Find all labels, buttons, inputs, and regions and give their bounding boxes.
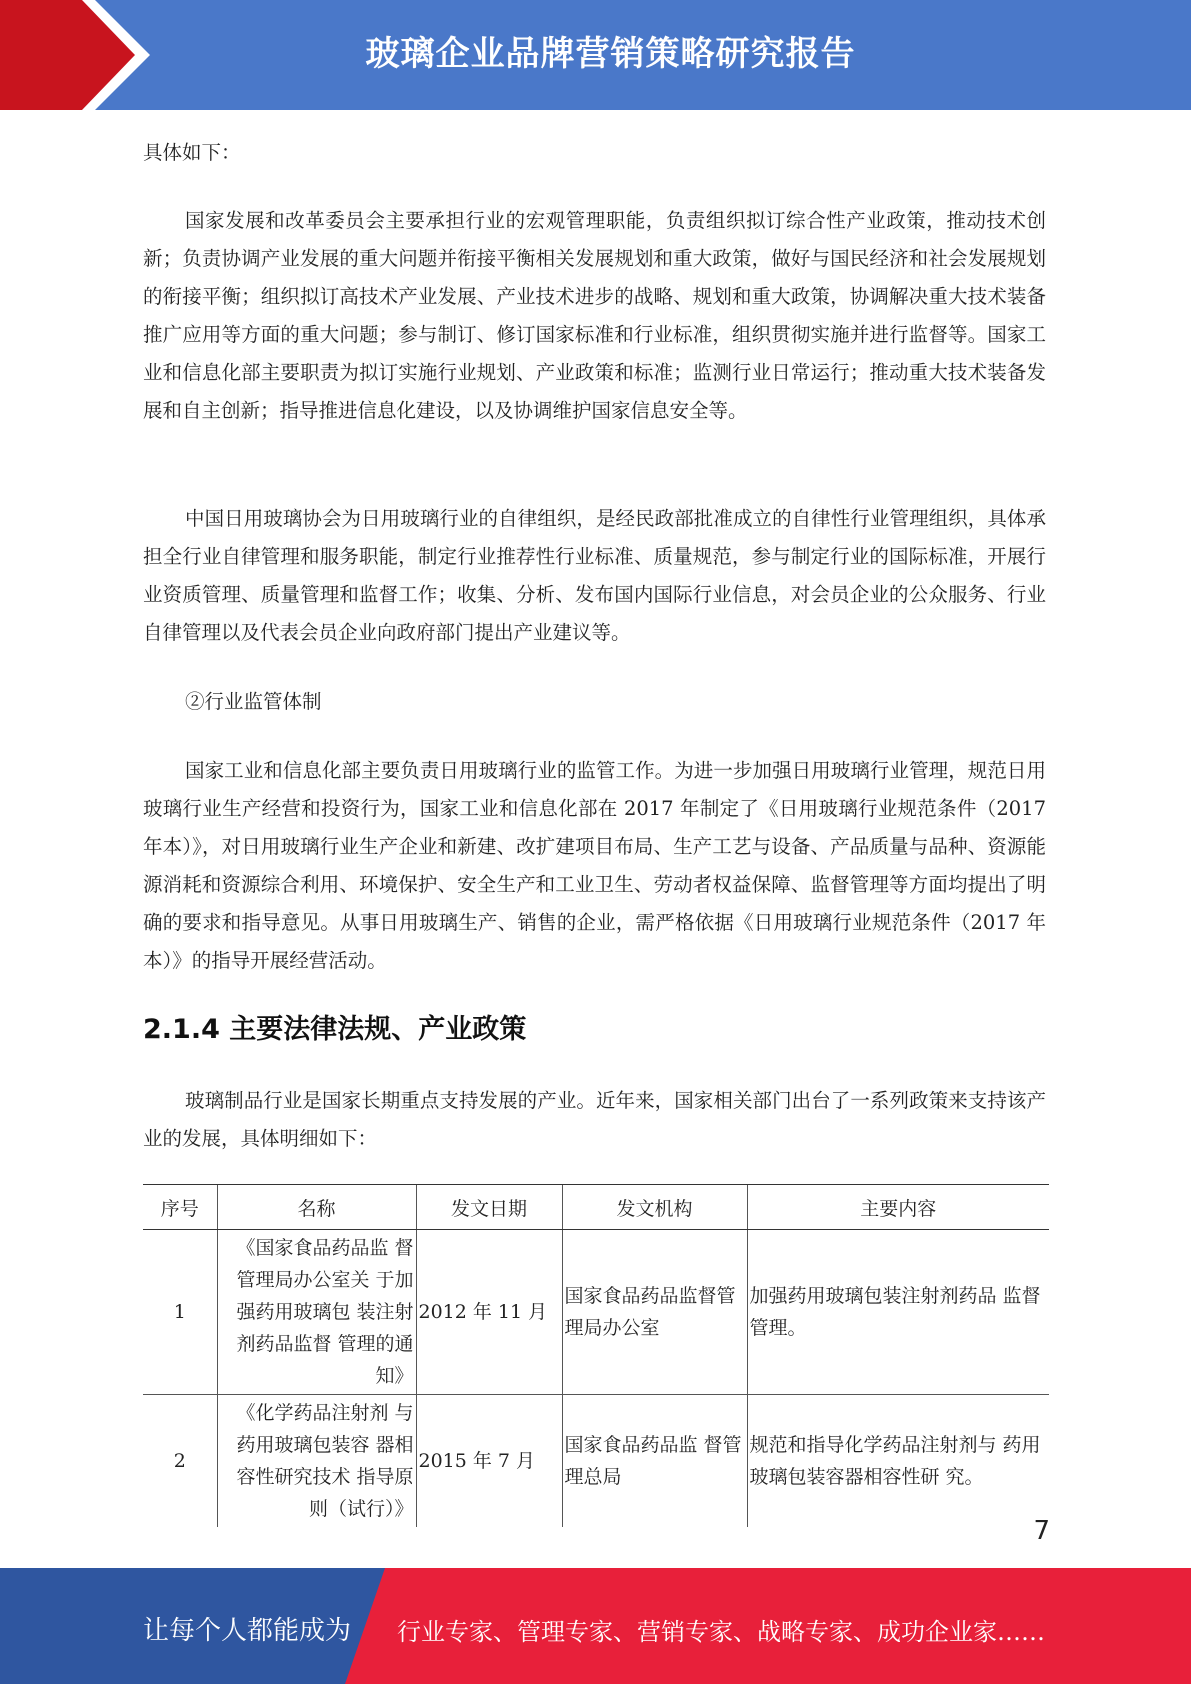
header-name: 名称 xyxy=(217,1185,416,1230)
cell-no: 2 xyxy=(173,1450,186,1472)
header-content: 主要内容 xyxy=(747,1185,1049,1230)
cell-name: 《国家食品药品监 督管理局办公室关 于加强药用玻璃包 装注射剂药品监督 管理的通知》 xyxy=(217,1230,416,1395)
paragraph-miit: 国家工业和信息化部主要负责日用玻璃行业的监管工作。为进一步加强日用玻璃行业管理，规范日用玻璃行业生产经营和投资行为，国家工业和信息化部在 2017 年制定了《日用玻璃行业规范条件（2017 年本）》，对日用玻璃行业生产企业和新建、改扩建项目布局、生产工艺与设备、产品质量与品种、资源能源消耗和资源综合利用、环境保护、安全生产和工业卫生、劳动者权益保障、监督管理等方面均提出了明确的要求和指导意见。从事日用玻璃生产、销售的企业，需严格依据《日用玻璃行业规范条件（2017 年本）》的指导开展经营活动。 xyxy=(143,759,1046,972)
cell-date: 2015 年 7 月 xyxy=(416,1395,562,1528)
section-heading: 2.1.4 主要法律法规、产业政策 xyxy=(143,1014,527,1045)
page-footer xyxy=(0,1568,1191,1684)
cell-content: 规范和指导化学药品注射剂与 药用玻璃包装容器相容性研 究。 xyxy=(747,1395,1049,1528)
footer-slogan-right: 行业专家、管理专家、营销专家、战略专家、成功企业家…… xyxy=(397,1618,1045,1646)
cell-org: 国家食品药品监 督管理总局 xyxy=(562,1395,747,1528)
subheading-regulatory-system: ②行业监管体制 xyxy=(185,690,322,713)
cell-org: 国家食品药品监督管理局办公室 xyxy=(562,1230,747,1395)
report-title: 玻璃企业品牌营销策略研究报告 xyxy=(365,34,856,74)
cell-content: 加强药用玻璃包装注射剂药品 监督管理。 xyxy=(747,1230,1049,1395)
cell-date: 2012 年 11 月 xyxy=(416,1230,562,1395)
paragraph-ndrc: 国家发展和改革委员会主要承担行业的宏观管理职能，负责组织拟订综合性产业政策，推动技术创新；负责协调产业发展的重大问题并衔接平衡相关发展规划和重大政策，做好与国民经济和社会发展规划的衔接平衡；组织拟订高技术产业发展、产业技术进步的战略、规划和重大政策，协调解决重大技术装备推广应用等方面的重大问题；参与制订、修订国家标准和行业标准，组织贯彻实施并进行监督等。国家工业和信息化部主要职责为拟订实施行业规划、产业政策和标准；监测行业日常运行；推动重大技术装备发展和自主创新；指导推进信息化建设，以及协调维护国家信息安全等。 xyxy=(143,209,1046,422)
table-header-row xyxy=(143,1185,1049,1230)
page-number: 7 xyxy=(1033,1516,1050,1546)
table-row xyxy=(143,1395,1049,1528)
paragraph-association: 中国日用玻璃协会为日用玻璃行业的自律组织，是经民政部批准成立的自律性行业管理组织，具体承担全行业自律管理和服务职能，制定行业推荐性行业标准、质量规范，参与制定行业的国际标准，开展行业资质管理、质量管理和监督工作；收集、分析、发布国内国际行业信息，对会员企业的公众服务、行业自律管理以及代表会员企业向政府部门提出产业建议等。 xyxy=(143,507,1046,644)
paragraph-policy-intro: 玻璃制品行业是国家长期重点支持发展的产业。近年来，国家相关部门出台了一系列政策来支持该产业的发展，具体明细如下： xyxy=(143,1089,1046,1150)
header-date: 发文日期 xyxy=(416,1185,562,1230)
table-row xyxy=(143,1230,1049,1395)
footer-slogan-left: 让每个人都能成为 xyxy=(143,1616,352,1646)
header-no: 序号 xyxy=(143,1185,217,1230)
intro-text: 具体如下： xyxy=(143,141,241,164)
cell-name: 《化学药品注射剂 与药用玻璃包装容 器相容性研究技术 指导原则（试行）》 xyxy=(217,1395,416,1528)
policy-table xyxy=(143,1184,1049,1527)
cell-no: 1 xyxy=(143,1230,217,1395)
header-org: 发文机构 xyxy=(562,1185,747,1230)
page-header xyxy=(0,0,1191,110)
